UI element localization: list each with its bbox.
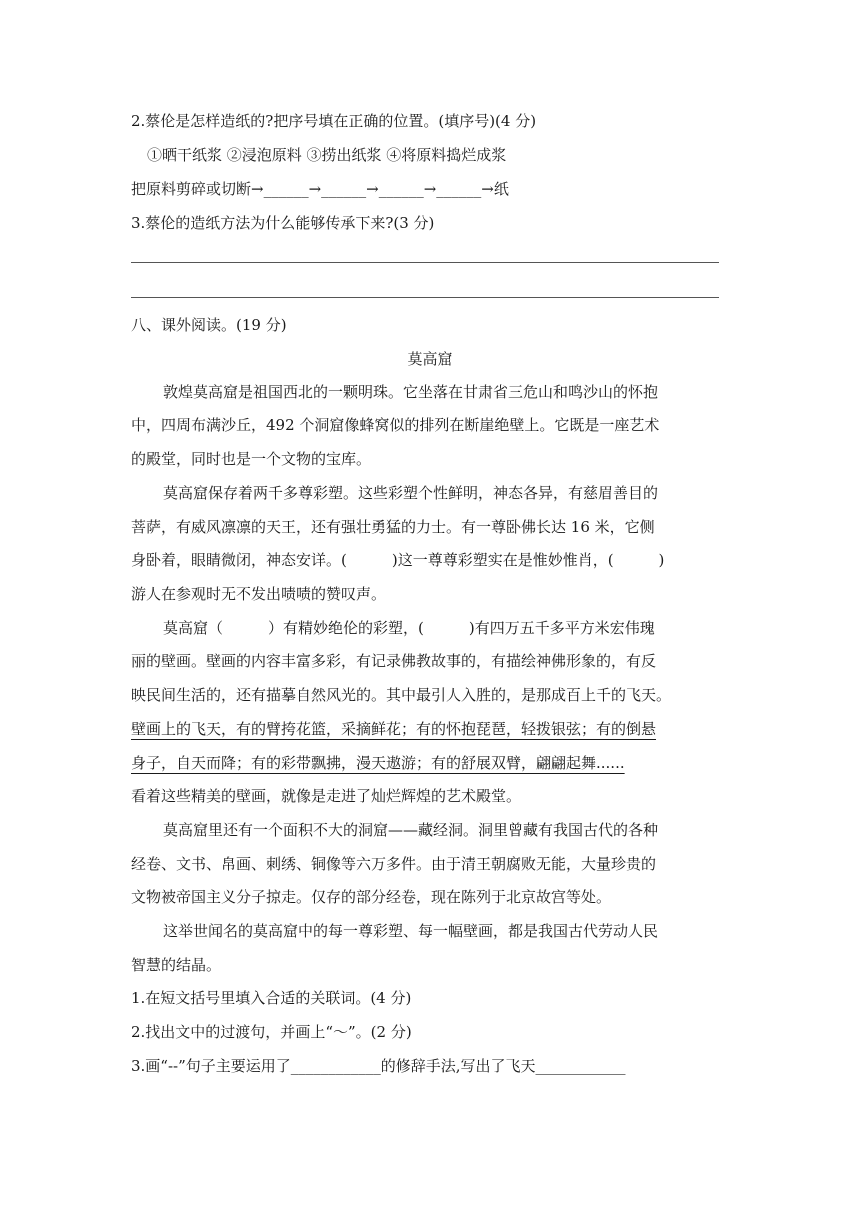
passage-line: 菩萨，有威风凛凛的天王，还有强壮勇猛的力士。有一尊卧佛长达 16 米，它侧 <box>131 518 655 536</box>
passage-line: 游人在参观时无不发出啧啧的赞叹声。 <box>131 585 387 603</box>
passage-title: 莫高窟 <box>407 350 453 368</box>
question-3: 3.蔡伦的造纸方法为什么能够传承下来?(3 分) <box>131 214 435 232</box>
passage-line: 莫高窟（ ）有精妙绝伦的彩塑，( )有四万五千多平方米宏伟瑰 <box>163 619 655 637</box>
passage-line: 看着这些精美的壁画，就像是走进了灿烂辉煌的艺术殿堂。 <box>131 787 522 805</box>
passage-line: 身卧着，眼睛微闭，神态安详。( )这一尊尊彩塑实在是惟妙惟肖，( ) <box>131 551 665 569</box>
passage-line: 中，四周布满沙丘，492 个洞窟像蜂窝似的排列在断崖绝壁上。它既是一座艺术 <box>131 416 660 434</box>
passage-line: 经卷、文书、帛画、刺绣、铜像等六万多件。由于清王朝腐败无能，大量珍贵的 <box>131 855 657 873</box>
passage-line: 这举世闻名的莫高窟中的每一尊彩塑、每一幅壁画，都是我国古代劳动人民 <box>163 922 659 940</box>
passage-line: 智慧的结晶。 <box>131 956 222 974</box>
question-2-flow: 把原料剪碎或切断→______→______→______→______→纸 <box>131 180 509 198</box>
question-2-options: ①晒干纸浆 ②浸泡原料 ③捞出纸浆 ④将原料捣烂成浆 <box>147 146 507 164</box>
section-8-heading: 八、课外阅读。(19 分) <box>131 316 287 334</box>
reading-question-3: 3.画“--”句子主要运用了____________的修辞手法,写出了飞天____________ <box>131 1057 626 1075</box>
answer-line-2[interactable] <box>131 297 719 298</box>
passage-line: 莫高窟里还有一个面积不大的洞窟——藏经洞。洞里曾藏有我国古代的各种 <box>163 821 659 839</box>
underlined-line: 身子，自天而降；有的彩带飘拂，漫天遨游；有的舒展双臂，翩翩起舞...... <box>131 754 625 772</box>
passage-line: 敦煌莫高窟是祖国西北的一颗明珠。它坐落在甘肃省三危山和鸣沙山的怀抱 <box>163 383 659 401</box>
passage-line: 映民间生活的，还有描摹自然风光的。其中最引人入胜的，是那成百上千的飞天。 <box>131 686 672 704</box>
passage-line: 莫高窟保存着两千多尊彩塑。这些彩塑个性鲜明，神态各异，有慈眉善目的 <box>163 484 659 502</box>
passage-line: 文物被帝国主义分子掠走。仅存的部分经卷，现在陈列于北京故宫等处。 <box>131 888 612 906</box>
passage-line: 的殿堂，同时也是一个文物的宝库。 <box>131 450 372 468</box>
question-2: 2.蔡伦是怎样造纸的?把序号填在正确的位置。(填序号)(4 分) <box>131 112 537 130</box>
answer-line-1[interactable] <box>131 262 719 263</box>
underlined-line: 壁画上的飞天，有的臂挎花篮，采摘鲜花；有的怀抱琵琶，轻拨银弦；有的倒悬 <box>131 720 657 738</box>
passage-line: 丽的壁画。壁画的内容丰富多彩，有记录佛教故事的，有描绘神佛形象的，有反 <box>131 652 657 670</box>
reading-question-1: 1.在短文括号里填入合适的关联词。(4 分) <box>131 989 412 1007</box>
reading-question-2: 2.找出文中的过渡句，并画上“～”。(2 分) <box>131 1023 412 1041</box>
